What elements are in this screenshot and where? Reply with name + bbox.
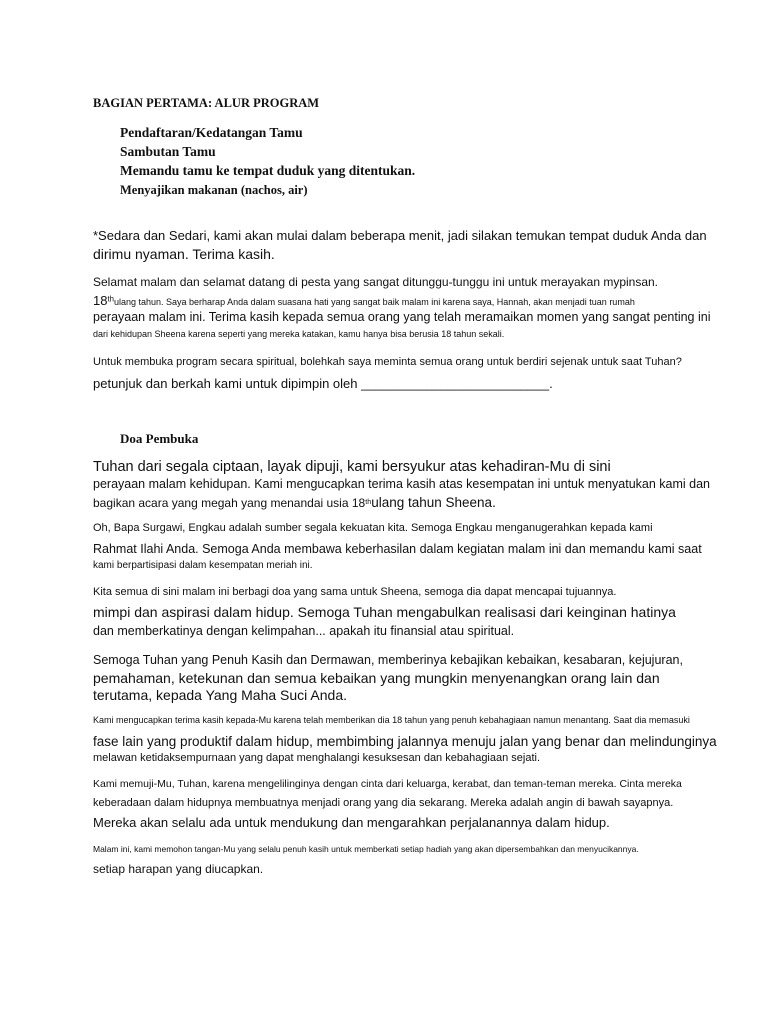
program-item xyxy=(116,126,303,141)
prayer-heading-label: Doa Pembuka xyxy=(120,431,199,446)
section-heading: BAGIAN PERTAMA: ALUR PROGRAM xyxy=(93,96,320,110)
program-item-label: Sambutan Tamu xyxy=(120,144,216,159)
prayer-line: perayaan malam kehidupan. Kami mengucapkan terima kasih atas kesempatan ini untuk menyatukan kami dan xyxy=(93,477,711,491)
prayer-line: Semoga Tuhan yang Penuh Kasih dan Dermawan, memberinya kebajikan kebaikan, kesabaran, kejujuran, xyxy=(93,653,683,667)
prayer-line: Oh, Bapa Surgawi, Engkau adalah sumber segala kekuatan kita. Semoga Engkau menganugerahkan kepada kami xyxy=(93,522,653,534)
program-item xyxy=(116,164,415,179)
prayer-line: fase lain yang produktif dalam hidup, membimbing jalannya menuju jalan yang benar dan melindunginya xyxy=(93,734,717,749)
prayer-line: Kami mengucapkan terima kasih kepada-Mu karena telah memberikan dia 18 tahun yang penuh kebahagiaan namun menantang. Saat dia memasuki xyxy=(93,715,690,725)
prayer-text: ulang tahun Sheena. xyxy=(371,495,496,510)
welcome-line: perayaan malam ini. Terima kasih kepada semua orang yang telah meramaikan momen yang sangat penting ini xyxy=(93,310,711,324)
opening-request-line: Untuk membuka program secara spiritual, bolehkah saya meminta semua orang untuk berdiri sejenak untuk saat Tuhan? xyxy=(93,356,682,368)
opening-request-line: petunjuk dan berkah kami untuk dipimpin oleh __________________________. xyxy=(93,376,553,391)
prayer-text: bagikan acara yang megah yang menandai usia 18 xyxy=(93,496,366,510)
prayer-line: Kita semua di sini malam ini berbagi doa yang sama untuk Sheena, semoga dia dapat mencapai tujuannya. xyxy=(93,586,617,598)
prayer-line: Tuhan dari segala ciptaan, layak dipuji, kami bersyukur atas kehadiran-Mu di sini xyxy=(93,459,611,475)
prayer-line: kami berpartisipasi dalam kesempatan meriah ini. xyxy=(93,560,313,571)
ordinal-suffix: th xyxy=(365,496,372,506)
program-item-label: Memandu tamu ke tempat duduk yang ditentukan. xyxy=(120,163,416,178)
program-item xyxy=(116,145,216,160)
program-item xyxy=(116,184,308,197)
welcome-text: ulang tahun. Saya berharap Anda dalam suasana hati yang sangat baik malam ini karena saya, Hannah, akan menjadi tuan rumah xyxy=(113,297,635,307)
intro-line: dirimu nyaman. Terima kasih. xyxy=(93,246,275,262)
prayer-line: keberadaan dalam hidupnya membuatnya menjadi orang yang dia sekarang. Mereka adalah angin di bawah sayapnya. xyxy=(93,797,674,809)
prayer-line: Kami memuji-Mu, Tuhan, karena mengelilinginya dengan cinta dari keluarga, kerabat, dan teman-teman mereka. Cinta mereka xyxy=(93,778,682,790)
prayer-line: mimpi dan aspirasi dalam hidup. Semoga Tuhan mengabulkan realisasi dari keinginan hatinya xyxy=(93,604,676,620)
prayer-line: dan memberkatinya dengan kelimpahan... apakah itu finansial atau spiritual. xyxy=(93,624,515,638)
age-number: 18 xyxy=(93,293,108,308)
prayer-line: melawan ketidaksempurnaan yang dapat menghalangi kesuksesan dan kebahagiaan sejati. xyxy=(93,752,541,764)
intro-line: *Sedara dan Sedari, kami akan mulai dalam beberapa menit, jadi silakan temukan tempat duduk Anda dan xyxy=(93,228,707,243)
prayer-line: pemahaman, ketekunan dan semua kebaikan yang mungkin menyenangkan orang lain dan xyxy=(93,670,660,686)
prayer-line: setiap harapan yang diucapkan. xyxy=(93,862,264,876)
welcome-line xyxy=(93,294,635,307)
program-item-label: Pendaftaran/Kedatangan Tamu xyxy=(120,125,303,140)
prayer-line: Rahmat Ilahi Anda. Semoga Anda membawa keberhasilan dalam kegiatan malam ini dan memandu kami saat xyxy=(93,542,702,556)
prayer-line: Malam ini, kami memohon tangan-Mu yang selalu penuh kasih untuk memberkati setiap hadiah yang akan dipersembahkan dan menyucikannya. xyxy=(93,844,639,854)
prayer-heading xyxy=(116,432,198,446)
prayer-line: Mereka akan selalu ada untuk mendukung dan mengarahkan perjalanannya dalam hidup. xyxy=(93,815,610,830)
ordinal-suffix: th xyxy=(107,294,114,304)
program-item-label: Menyajikan makanan (nachos, air) xyxy=(120,183,308,197)
prayer-line xyxy=(93,496,496,510)
welcome-line: dari kehidupan Sheena karena seperti yang mereka katakan, kamu hanya bisa berusia 18 tahun sekali. xyxy=(93,329,505,339)
welcome-line: Selamat malam dan selamat datang di pesta yang sangat ditunggu-tunggu ini untuk merayakan mypinsan. xyxy=(93,275,659,289)
prayer-line: terutama, kepada Yang Maha Suci Anda. xyxy=(93,687,347,703)
